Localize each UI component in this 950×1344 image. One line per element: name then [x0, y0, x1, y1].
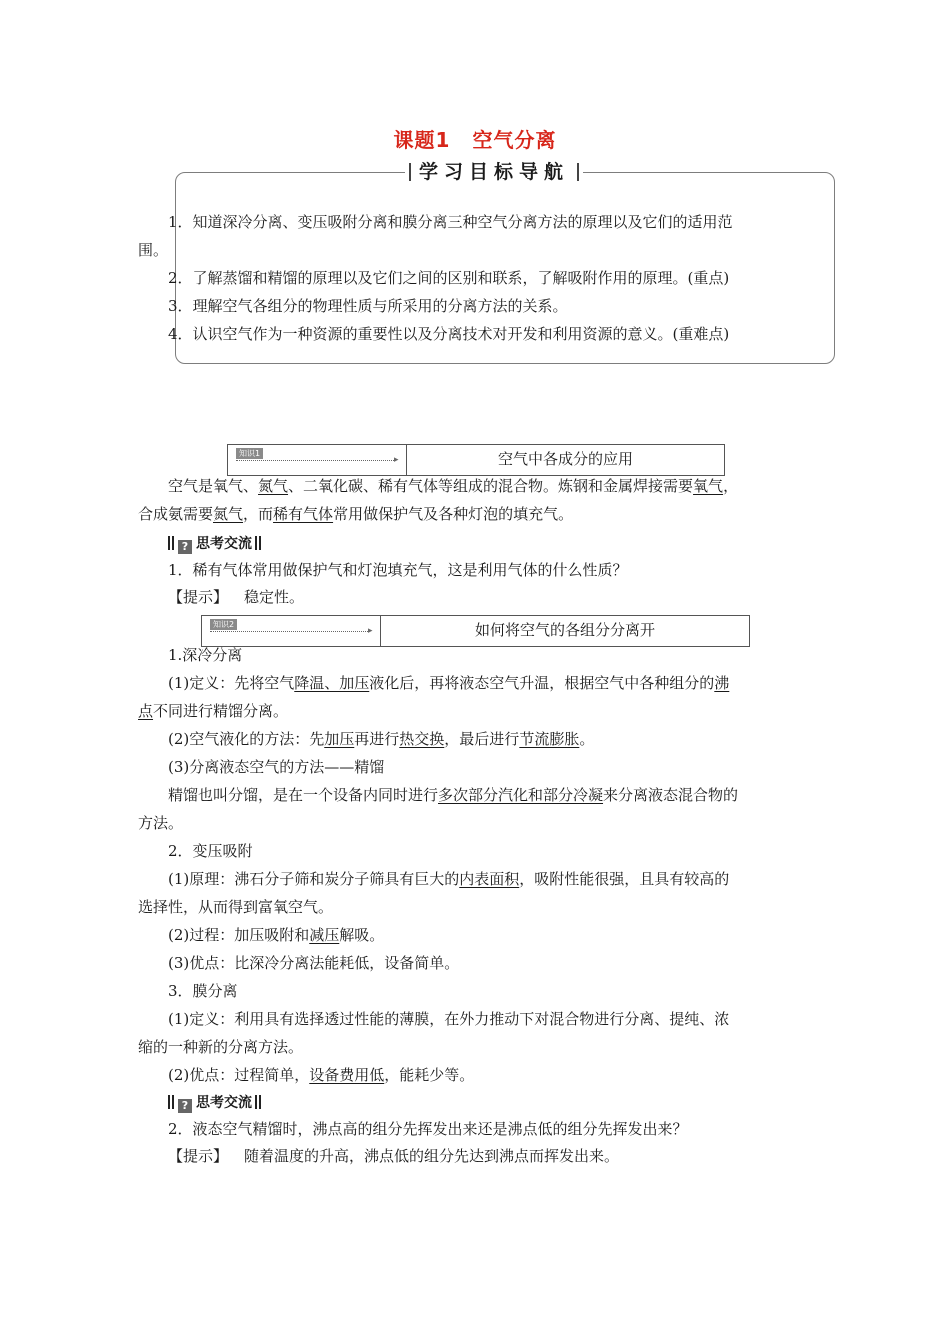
think-1-hint: 【提示】 稳定性。 [168, 588, 305, 606]
section-3-advantage: (2)优点：过程简单，设备费用低，能耗少等。 [168, 1066, 475, 1084]
section-1-separation-cont: 方法。 [138, 814, 184, 832]
arrow-icon: ▸ [394, 455, 399, 465]
think-2-hint: 【提示】 随着温度的升高，沸点低的组分先达到沸点而挥发出来。 [168, 1147, 620, 1165]
objectives-heading [405, 157, 583, 187]
objective-4: 4．认识空气作为一种资源的重要性以及分离技术对开发和利用资源的意义。(重难点) [168, 325, 730, 343]
objectives-heading-text: 学习目标导航 [419, 161, 570, 183]
knowledge-2-tag: 知识2 [210, 619, 237, 630]
section-1-heading: 1.深冷分离 [168, 646, 243, 664]
lesson-title: 空气分离 [472, 128, 557, 152]
section-2-process: (2)过程：加压吸附和减压解吸。 [168, 926, 385, 944]
objective-1-cont: 围。 [138, 241, 169, 259]
section-1-separation: (3)分离液态空气的方法——精馏 [168, 758, 385, 776]
heading-bar-right [577, 163, 579, 181]
section-3-definition-cont: 缩的一种新的分离方法。 [138, 1038, 304, 1056]
knowledge-1-title: 空气中各成分的应用 [497, 450, 633, 468]
section-2-heading: 2．变压吸附 [168, 842, 253, 860]
question-icon: ? [178, 1099, 192, 1113]
objective-2: 2．了解蒸馏和精馏的原理以及它们之间的区别和联系，了解吸附作用的原理。(重点) [168, 269, 730, 287]
think-1-question: 1．稀有气体常用做保护气和灯泡填充气，这是利用气体的什么性质？ [168, 561, 628, 579]
arrow-icon: ▸ [368, 626, 373, 636]
knowledge-1-para-1: 空气是氧气、氮气、二氧化碳、稀有气体等组成的混合物。炼钢和金属焊接需要氧气， [168, 477, 739, 495]
think-2-question: 2．液态空气精馏时，沸点高的组分先挥发出来还是沸点低的组分先挥发出来？ [168, 1120, 688, 1138]
section-1-separation-para: 精馏也叫分馏，是在一个设备内同时进行多次部分汽化和部分冷凝来分离液态混合物的 [168, 786, 739, 804]
think-label-1: ? 思考交流 [168, 535, 263, 554]
knowledge-2-title: 如何将空气的各组分分离开 [474, 621, 655, 639]
think-label-2: ? 思考交流 [168, 1094, 263, 1113]
knowledge-1-header [227, 444, 725, 476]
heading-bar-left [409, 163, 411, 181]
knowledge-1-tag: 知识1 [236, 448, 263, 459]
page-title [0, 124, 950, 153]
section-2-advantage: (3)优点：比深冷分离法能耗低，设备简单。 [168, 954, 460, 972]
section-3-definition: (1)定义：利用具有选择透过性能的薄膜，在外力推动下对混合物进行分离、提纯、浓 [168, 1010, 730, 1028]
lesson-number: 课题1 [393, 128, 451, 152]
knowledge-2-header [201, 615, 750, 647]
knowledge-1-para-2: 合成氨需要氮气，而稀有气体常用做保护气及各种灯泡的填充气。 [138, 505, 574, 523]
objective-1: 1．知道深冷分离、变压吸附分离和膜分离三种空气分离方法的原理以及它们的适用范 [168, 213, 733, 231]
objective-3: 3．理解空气各组分的物理性质与所采用的分离方法的关系。 [168, 297, 568, 315]
question-icon: ? [178, 540, 192, 554]
section-1-method: (2)空气液化的方法：先加压再进行热交换，最后进行节流膨胀。 [168, 730, 595, 748]
section-1-definition: (1)定义：先将空气降温、加压液化后，再将液态空气升温，根据空气中各种组分的沸 [168, 674, 730, 692]
section-3-heading: 3．膜分离 [168, 982, 238, 1000]
section-1-definition-cont: 点不同进行精馏分离。 [138, 702, 289, 720]
section-2-principle-cont: 选择性，从而得到富氧空气。 [138, 898, 334, 916]
section-2-principle: (1)原理：沸石分子筛和炭分子筛具有巨大的内表面积，吸附性能很强，且具有较高的 [168, 870, 730, 888]
